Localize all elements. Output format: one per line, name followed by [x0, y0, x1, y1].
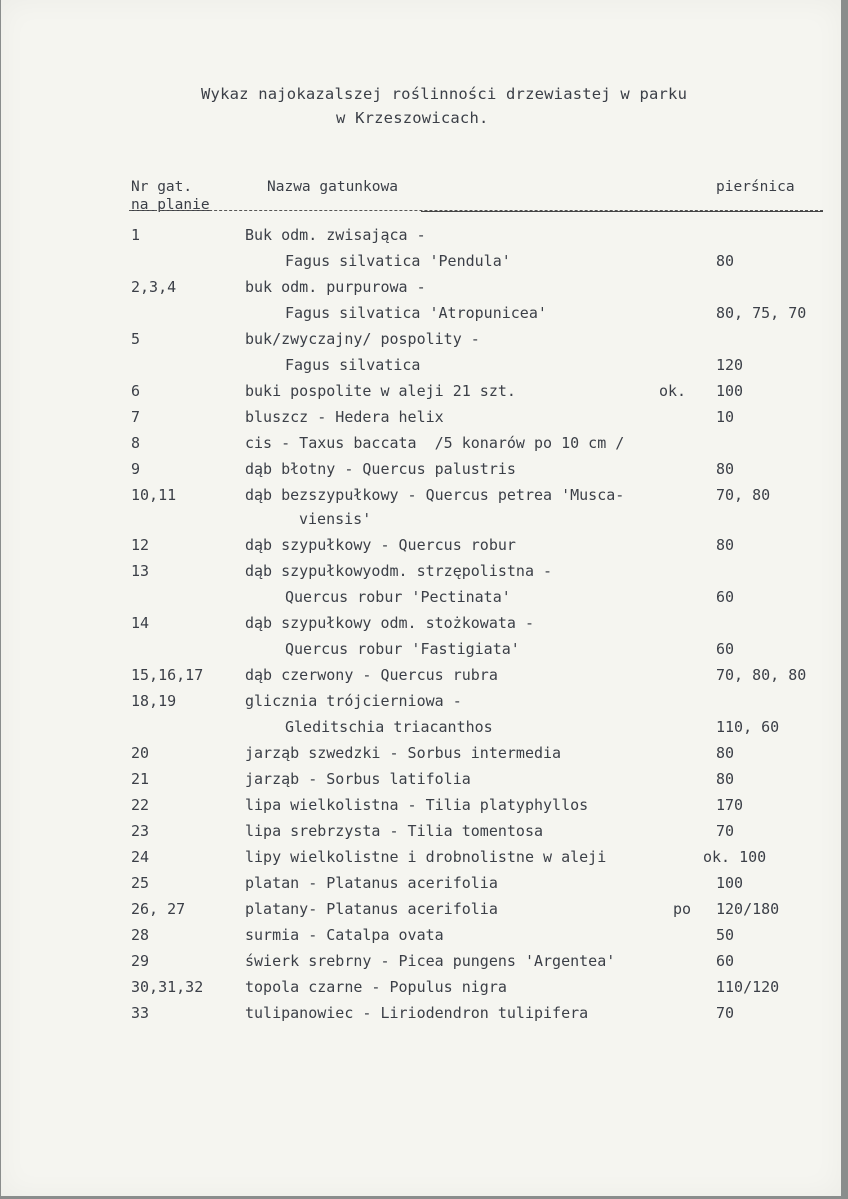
- species-name: platany- Platanus acerifolia: [245, 900, 498, 918]
- species-name: viensis': [299, 510, 372, 528]
- table-row: [1, 793, 841, 817]
- species-name: Buk odm. zwisająca -: [245, 226, 426, 244]
- trunk-circumference: 100: [716, 382, 744, 400]
- species-number: 7: [131, 408, 141, 426]
- species-name: Fagus silvatica: [285, 356, 421, 374]
- table-row: [1, 741, 841, 765]
- trunk-circumference: ok. 100: [703, 848, 767, 866]
- table-row: [1, 767, 841, 791]
- table-row: [1, 431, 841, 455]
- trunk-circumference: 80: [716, 460, 735, 478]
- species-name: dąb szypułkowy odm. stożkowata -: [245, 614, 534, 632]
- species-name: bluszcz - Hedera helix: [245, 408, 444, 426]
- table-row: [1, 585, 841, 609]
- species-name: dąb szypułkowy - Quercus robur: [245, 536, 516, 554]
- trunk-circumference: 70, 80: [716, 486, 771, 504]
- species-name: jarząb szwedzki - Sorbus intermedia: [245, 744, 562, 762]
- species-name: buki pospolite w aleji 21 szt.: [245, 382, 516, 400]
- table-row: [1, 611, 841, 635]
- trunk-circumference: 70: [716, 1004, 735, 1022]
- title-line-1: Wykaz najokazalszej roślinności drzewiastej w parku: [201, 85, 688, 103]
- species-name: buk/zwyczajny/ pospolity -: [245, 330, 480, 348]
- species-name: Quercus robur 'Pectinata': [285, 588, 511, 606]
- species-name: buk odm. purpurowa -: [245, 278, 426, 296]
- table-row: [1, 275, 841, 299]
- trunk-circumference: 170: [716, 796, 744, 814]
- trunk-circumference: 80: [716, 770, 735, 788]
- table-row: [1, 483, 841, 507]
- header-name: Nazwa gatunkowa: [267, 179, 398, 195]
- table-row: [1, 637, 841, 661]
- species-name: glicznia trójcierniowa -: [245, 692, 462, 710]
- table-row: [1, 845, 841, 869]
- table-row: [1, 533, 841, 557]
- trunk-circumference: 110, 60: [716, 718, 780, 736]
- trunk-circumference: 80, 75, 70: [716, 304, 807, 322]
- species-number: 14: [131, 614, 150, 632]
- species-number: 33: [131, 1004, 150, 1022]
- species-name: tulipanowiec - Liriodendron tulipifera: [245, 1004, 589, 1022]
- species-name: topola czarne - Populus nigra: [245, 978, 507, 996]
- title-line-2: w Krzeszowicach.: [336, 109, 489, 127]
- trunk-circumference: 70: [716, 822, 735, 840]
- table-row: [1, 715, 841, 739]
- table-row: [1, 871, 841, 895]
- species-name: dąb czerwony - Quercus rubra: [245, 666, 498, 684]
- species-number: 5: [131, 330, 141, 348]
- species-number: 28: [131, 926, 150, 944]
- trunk-circumference: 60: [716, 640, 735, 658]
- species-name: lipa wielkolistna - Tilia platyphyllos: [245, 796, 589, 814]
- species-name: Fagus silvatica 'Atropunicea': [285, 304, 547, 322]
- species-number: 30,31,32: [131, 978, 204, 996]
- table-row: [1, 663, 841, 687]
- species-name: Fagus silvatica 'Pendula': [285, 252, 511, 270]
- trunk-circumference: 10: [716, 408, 735, 426]
- trunk-circumference: 80: [716, 744, 735, 762]
- species-name: cis - Taxus baccata /5 konarów po 10 cm /: [245, 434, 625, 452]
- species-name: dąb błotny - Quercus palustris: [245, 460, 516, 478]
- header-nr-line2: na planie: [131, 197, 210, 213]
- table-row: [1, 949, 841, 973]
- species-name: dąb bezszypułkowy - Quercus petrea 'Musca-: [245, 486, 625, 504]
- header-divider-solid: [421, 211, 823, 212]
- trunk-circumference: 70, 80, 80: [716, 666, 807, 684]
- approx-note: po: [673, 900, 692, 918]
- table-row: [1, 353, 841, 377]
- table-row: [1, 301, 841, 325]
- table-row: [1, 975, 841, 999]
- header-circumference: pierśnica: [716, 179, 795, 195]
- species-name: lipy wielkolistne i drobnolistne w aleji: [245, 848, 607, 866]
- species-number: 8: [131, 434, 141, 452]
- species-number: 22: [131, 796, 150, 814]
- document-page: [1, 0, 841, 1196]
- trunk-circumference: 110/120: [716, 978, 780, 996]
- approx-note: ok.: [659, 382, 687, 400]
- species-number: 25: [131, 874, 150, 892]
- species-number: 26, 27: [131, 900, 186, 918]
- species-number: 10,11: [131, 486, 177, 504]
- species-name: świerk srebrny - Picea pungens 'Argentea': [245, 952, 616, 970]
- species-number: 20: [131, 744, 150, 762]
- table-row: [1, 223, 841, 247]
- species-number: 18,19: [131, 692, 177, 710]
- table-row: [1, 559, 841, 583]
- species-number: 15,16,17: [131, 666, 204, 684]
- table-row: [1, 897, 841, 921]
- trunk-circumference: 50: [716, 926, 735, 944]
- species-number: 9: [131, 460, 141, 478]
- species-name: platan - Platanus acerifolia: [245, 874, 498, 892]
- table-row: [1, 507, 841, 531]
- species-number: 21: [131, 770, 150, 788]
- table-row: [1, 457, 841, 481]
- trunk-circumference: 60: [716, 952, 735, 970]
- document-title: [201, 82, 687, 130]
- species-number: 2,3,4: [131, 278, 177, 296]
- trunk-circumference: 100: [716, 874, 744, 892]
- header-nr-line1: Nr gat.: [131, 179, 193, 195]
- species-name: surmia - Catalpa ovata: [245, 926, 444, 944]
- species-number: 23: [131, 822, 150, 840]
- species-number: 6: [131, 382, 141, 400]
- table-row: [1, 819, 841, 843]
- species-name: lipa srebrzysta - Tilia tomentosa: [245, 822, 544, 840]
- trunk-circumference: 120/180: [716, 900, 780, 918]
- trunk-circumference: 80: [716, 536, 735, 554]
- species-number: 29: [131, 952, 150, 970]
- species-number: 12: [131, 536, 150, 554]
- table-row: [1, 249, 841, 273]
- species-number: 1: [131, 226, 141, 244]
- species-name: Gleditschia triacanthos: [285, 718, 493, 736]
- species-number: 24: [131, 848, 150, 866]
- table-row: [1, 1001, 841, 1025]
- species-name: jarząb - Sorbus latifolia: [245, 770, 471, 788]
- table-row: [1, 689, 841, 713]
- trunk-circumference: 120: [716, 356, 744, 374]
- species-number: 13: [131, 562, 150, 580]
- species-name: Quercus robur 'Fastigiata': [285, 640, 520, 658]
- table-row: [1, 327, 841, 351]
- header-nr: [131, 178, 210, 214]
- trunk-circumference: 60: [716, 588, 735, 606]
- table-row: [1, 405, 841, 429]
- table-row: [1, 379, 841, 403]
- trunk-circumference: 80: [716, 252, 735, 270]
- table-row: [1, 923, 841, 947]
- species-name: dąb szypułkowyodm. strzępolistna -: [245, 562, 553, 580]
